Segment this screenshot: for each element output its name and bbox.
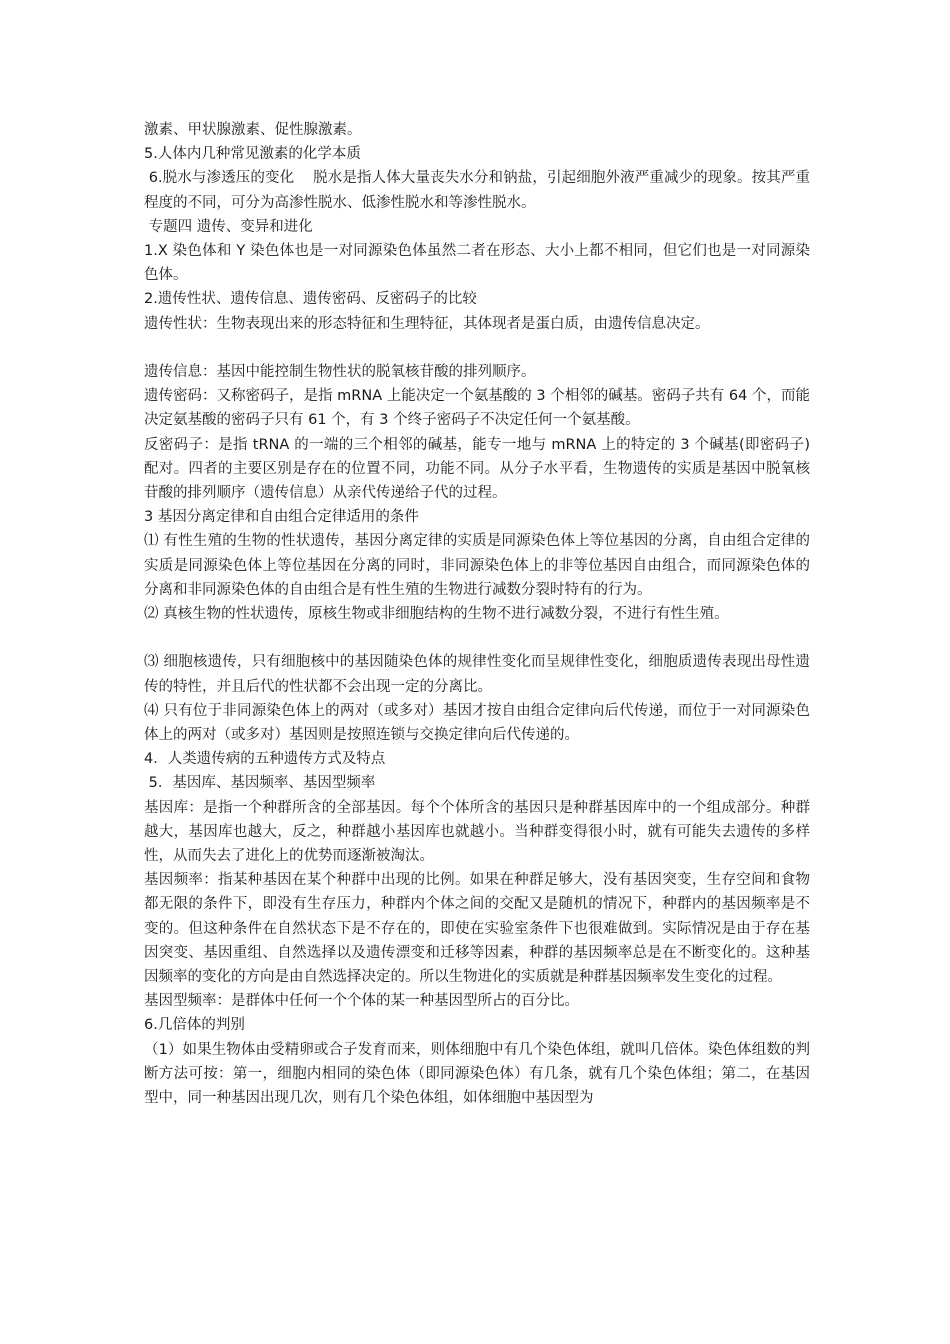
paragraph: 反密码子：是指 tRNA 的一端的三个相邻的碱基，能专一地与 mRNA 上的特定的 3 个碱基(即密码子)配对。四者的主要区别是存在的位置不同，功能不同。从分子水平看，生物遗传的实质是基因中脱氧核苷酸的排列顺序（遗传信息）从亲代传递给子代的过程。 <box>144 436 810 502</box>
list-item: ⑶ 细胞核遗传，只有细胞核中的基因随染色体的规律性变化而呈规律性变化，细胞质遗传表现出母性遗传的特性，并且后代的性状都不会出现一定的分离比。 <box>144 654 810 695</box>
section-heading: 5．基因库、基因频率、基因型频率 <box>144 775 376 792</box>
paragraph: 遗传性状：生物表现出来的形态特征和生理特征，其体现者是蛋白质，由遗传信息决定。 <box>144 315 710 332</box>
paragraph: 遗传信息：基因中能控制生物性状的脱氧核苷酸的排列顺序。 <box>144 364 536 381</box>
section-heading: 5.人体内几种常见激素的化学本质 <box>144 146 361 163</box>
paragraph: 基因库：是指一个种群所含的全部基因。每个个体所含的基因只是种群基因库中的一个组成部分。种群越大，基因库也越大，反之，种群越小基因库也就越小。当种群变得很小时，就有可能失去遗传的多样性，从而失去了进化上的优势而逐渐被淘汰。 <box>144 799 810 865</box>
paragraph: 基因频率：指某种基因在某个种群中出现的比例。如果在种群足够大，没有基因突变，生存空间和食物都无限的条件下，即没有生存压力，种群内个体之间的交配又是随机的情况下，种群内的基因频率是不变的。但这种条件在自然状态下是不存在的，即使在实验室条件下也很难做到。实际情况是由于存在基因突变、基因重组、自然选择以及遗传漂变和迁移等因素，种群的基因频率总是在不断变化的。这种基因频率的变化的方向是由自然选择决定的。所以生物进化的实质就是种群基因频率发生变化的过程。 <box>144 872 810 986</box>
topic-heading: 专题四 遗传、变异和进化 <box>144 218 313 235</box>
paragraph: 遗传密码：又称密码子，是指 mRNA 上能决定一个氨基酸的 3 个相邻的碱基。密码子共有 64 个，而能决定氨基酸的密码子只有 61 个，有 3 个终子密码子不决定任何一个氨基酸。 <box>144 388 810 429</box>
document-body <box>144 118 810 1110</box>
paragraph: 1.X 染色体和 Y 染色体也是一对同源染色体虽然二者在形态、大小上都不相同，但它们也是一对同源染色体。 <box>144 243 810 284</box>
section-heading: 3 基因分离定律和自由组合定律适用的条件 <box>144 509 419 526</box>
section-heading: 2.遗传性状、遗传信息、遗传密码、反密码子的比较 <box>144 291 477 308</box>
blank-line <box>144 336 810 360</box>
paragraph: 激素、甲状腺激素、促性腺激素。 <box>144 122 362 138</box>
list-item: ⑴ 有性生殖的生物的性状遗传，基因分离定律的实质是同源染色体上等位基因的分离，自由组合定律的实质是同源染色体上等位基因在分离的同时，非同源染色体上的非等位基因自由组合，而同源染色体的分离和非同源染色体的自由组合是有性生殖的生物进行减数分裂时特有的行为。 <box>144 533 810 598</box>
blank-line <box>144 626 810 650</box>
paragraph: （1）如果生物体由受精卵或合子发育而来，则体细胞中有几个染色体组，就叫几倍体。染色体组数的判断方法可按：第一，细胞内相同的染色体（即同源染色体）有几条，就有几个染色体组；第二，在基因型中，同一种基因出现几次，则有几个染色体组，如体细胞中基因型为 <box>144 1041 810 1107</box>
section-heading: 6.几倍体的判别 <box>144 1017 245 1034</box>
paragraph: 基因型频率：是群体中任何一个个体的某一种基因型所占的百分比。 <box>144 993 579 1010</box>
paragraph: 6.脱水与渗透压的变化 脱水是指人体大量丧失水分和钠盐，引起细胞外液严重减少的现象。按其严重程度的不同，可分为高渗性脱水、低渗性脱水和等渗性脱水。 <box>144 170 810 211</box>
list-item: ⑵ 真核生物的性状遗传，原核生物或非细胞结构的生物不进行减数分裂，不进行有性生殖。 <box>144 606 729 623</box>
list-item: ⑷ 只有位于非同源染色体上的两对（或多对）基因才按自由组合定律向后代传递，而位于一对同源染色体上的两对（或多对）基因则是按照连锁与交换定律向后代传递的。 <box>144 702 810 744</box>
section-heading: 4．人类遗传病的五种遗传方式及特点 <box>144 751 386 768</box>
